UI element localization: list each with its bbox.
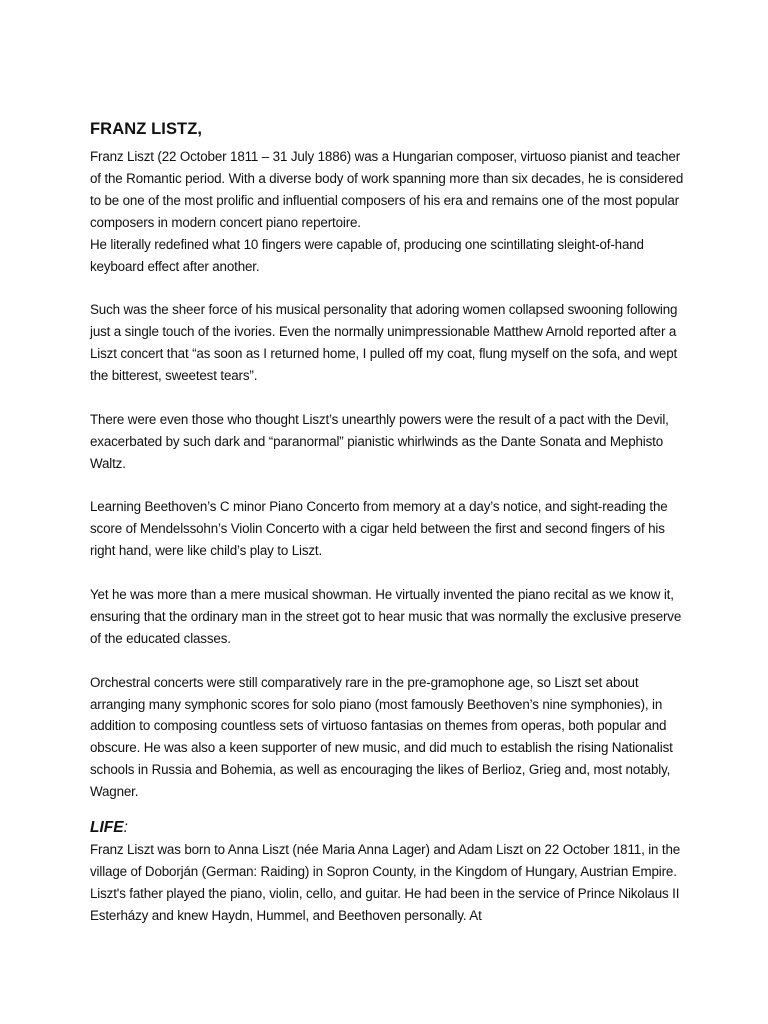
paragraph-admirers: Such was the sheer force of his musical personality that adoring women collapsed swooning following just a single touch of the ivories. Even the normally unimpressionable Matthew Arnold reported after a Liszt concert that “as soon as I returned home, I pulled off my coat, flung myself on the sofa, and wept the bitterest, sweetest tears”. (90, 302, 678, 384)
paragraph-gap (90, 387, 690, 409)
paragraph-gap (90, 475, 690, 497)
document-title: FRANZ LISTZ, (90, 120, 203, 138)
paragraph-showman: Yet he was more than a mere musical showman. He virtually invented the piano recital as we know it, ensuring that the ordinary man in the street got to hear music that was normally the exclusive preserve of the educated classes. (90, 587, 682, 646)
intro-paragraph-2: He literally redefined what 10 fingers were capable of, producing one scintillating sleight-of-hand keyboard effect after another. (90, 236, 644, 274)
intro-paragraph: Franz Liszt (22 October 1811 – 31 July 1886) was a Hungarian composer, virtuoso pianist and teacher of the Romantic period. With a diverse body of work spanning more than six decades, he is considered to be one of the most prolific and influential composers of his era and remains one of the most popular composers in modern concert piano repertoire. (90, 149, 684, 230)
paragraph-beethoven: Learning Beethoven’s C minor Piano Concerto from memory at a day’s notice, and sight-reading the score of Mendelssohn’s Violin Concerto with a cigar held between the first and second fingers of his right hand, were like child’s play to Liszt. (90, 499, 668, 559)
paragraph-gap (90, 803, 690, 817)
life-heading-text: LIFE (90, 819, 124, 837)
paragraph-devil: There were even those who thought Liszt’s unearthly powers were the result of a pact with the Devil, exacerbated by such dark and “paranormal” pianistic whirlwinds as the Dante Sonata and Mephisto Waltz. (90, 411, 669, 471)
document-body (90, 116, 690, 927)
section-heading-life (90, 817, 690, 839)
paragraph-gap (90, 650, 690, 672)
life-heading-colon: : (123, 819, 128, 837)
paragraph-gap (90, 562, 690, 584)
paragraph-orchestral: Orchestral concerts were still comparatively rare in the pre-gramophone age, so Liszt set about arranging many symphonic scores for solo piano (most famously Beethoven’s nine symphonies), in addition to composing countless sets of virtuoso fantasias on themes from operas, both popular and obscure. He was also a keen supporter of new music, and did much to establish the rising Nationalist schools in Russia and Bohemia, as well as encouraging the likes of Berlioz, Grieg and, most notably, Wagner. (90, 674, 673, 800)
paragraph-gap (90, 277, 690, 299)
paragraph-life: Franz Liszt was born to Anna Liszt (née Maria Anna Lager) and Adam Liszt on 22 October 1811, in the village of Doborján (German: Raiding) in Sopron County, in the Kingdom of Hungary, Austrian Empire. Liszt's father played the piano, violin, cello, and guitar. He had been in the service of Prince Nikolaus II Esterházy and knew Haydn, Hummel, and Beethoven personally. At (90, 842, 681, 923)
